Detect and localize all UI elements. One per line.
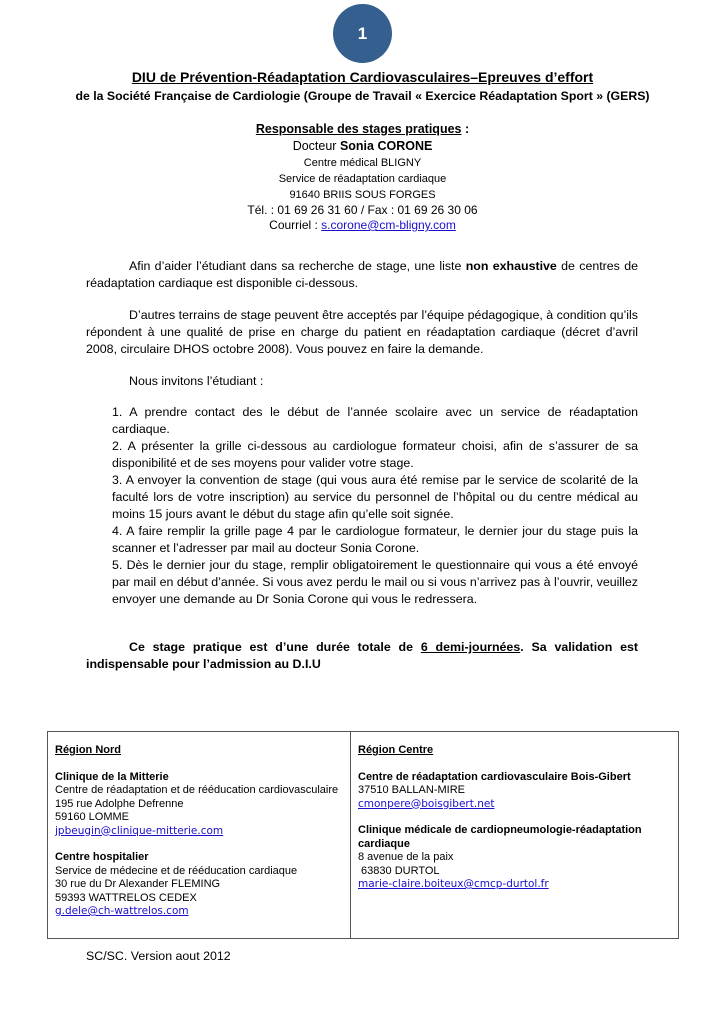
contact-name	[0, 138, 725, 155]
contact-service: Service de réadaptation cardiaque	[278, 173, 447, 185]
name: Sonia CORONE	[339, 139, 433, 153]
contact-center: Centre médical BLIGNY	[303, 157, 422, 169]
center-line: 59393 WATTRELOS CEDEX	[55, 891, 197, 904]
role-suffix: :	[461, 122, 470, 136]
step-item: 5. Dès le dernier jour du stage, remplir obligatoirement le questionnaire qui vous a été envoyé par mail en début d’année. Si vous avez perdu le mail ou si vous n’arrivez pas à l’ouvrir, veuillez envoyer une demande au Dr Sonia Corone qui vous le redressera.	[112, 558, 638, 606]
region-title: Région Centre	[358, 744, 434, 756]
centers-table	[47, 731, 679, 939]
center-line: 30 rue du Dr Alexander FLEMING	[55, 878, 221, 890]
step-item: 4. A faire remplir la grille page 4 par le cardiologue formateur, le dernier jour du stage puis la scanner et l’adresser par mail au docteur Sonia Corone.	[112, 524, 638, 555]
email-label: Courriel :	[269, 218, 322, 232]
document-title: DIU de Prévention-Réadaptation Cardiovasculaires–Epreuves d’effort	[131, 69, 594, 85]
text: Afin d’aider l’étudiant dans sa recherche de stage, une liste	[129, 259, 466, 273]
underlined-text: 6 demi-journées	[420, 640, 521, 654]
center-line: 59160 LOMME	[55, 811, 129, 823]
center-line: 195 rue Adolphe Defrenne	[55, 797, 184, 810]
center-name: Centre hospitalier	[55, 851, 149, 863]
page-number-badge: 1	[333, 4, 392, 63]
paragraph-conclusion	[86, 639, 638, 673]
center-name: Clinique médicale de cardiopneumologie-réadaptation cardiaque	[358, 824, 642, 850]
region-nord-column	[48, 732, 351, 938]
contact-email-line	[0, 218, 725, 233]
contact-city: 91640 BRIIS SOUS FORGES	[289, 189, 436, 201]
step-item: 1. A prendre contact des le début de l’année scolaire avec un service de réadaptation cardiaque.	[112, 405, 638, 436]
center-name: Centre de réadaptation cardiovasculaire Bois-Gibert	[358, 770, 631, 783]
center-line: 37510 BALLAN-MIRE	[358, 784, 465, 796]
center-email-link[interactable]: jpbeugin@clinique-mitterie.com	[55, 824, 224, 837]
center-email-link[interactable]: cmonpere@boisgibert.net	[358, 797, 495, 810]
footer-version: SC/SC. Version aout 2012	[86, 949, 231, 963]
role-label: Responsable des stages pratiques	[255, 122, 462, 136]
step-item: 2. A présenter la grille ci-dessous au cardiologue formateur choisi, afin de s’assurer de sa disponibilité et de ses moyens pour valider votre stage.	[112, 439, 638, 470]
center-email-link[interactable]: g.dele@ch-wattrelos.com	[55, 905, 189, 917]
contact-role	[0, 121, 725, 138]
step-item: 3. A envoyer la convention de stage (qui vous aura été remise par le service de scolarité de la faculté lors de votre inscription) au service du personnel de l’hôpital ou du centre médical au moins 15 jours avant le début du stage afin qu’elle soit signée.	[112, 473, 638, 521]
contact-email-link[interactable]: s.corone@cm-bligny.com	[321, 218, 456, 232]
document-subtitle: de la Société Française de Cardiologie (Groupe de Travail « Exercice Réadaptation Sport » (GERS)	[75, 89, 650, 103]
paragraph-invite: Nous invitons l’étudiant :	[129, 374, 264, 388]
center-email-link[interactable]: marie-claire.boiteux@cmcp-durtol.fr	[358, 878, 549, 890]
text: Ce stage pratique est d’une durée totale de	[129, 640, 421, 654]
name-prefix: Docteur	[292, 139, 340, 153]
text: de centres de réadaptation cardiaque est disponible ci-dessous.	[86, 259, 638, 290]
center-line: 63830 DURTOL	[358, 864, 440, 877]
center-line: 8 avenue de la paix	[358, 851, 454, 863]
center-line: Service de médecine et de rééducation cardiaque	[55, 864, 298, 877]
paragraph-intro	[86, 258, 638, 292]
center-name: Clinique de la Mitterie	[55, 770, 169, 783]
region-centre-column	[351, 732, 678, 938]
region-title: Région Nord	[55, 744, 121, 756]
steps-list	[112, 404, 638, 608]
body-text	[86, 258, 638, 673]
paragraph-other-sites: D’autres terrains de stage peuvent être acceptés par l’équipe pédagogique, à condition qu’ils répondent à une qualité de prise en charge du patient en réadaptation cardiaque (décret d’avril 2008, circulaire DHOS octobre 2008). Vous pouvez en faire la demande.	[86, 308, 638, 356]
contact-phone: Tél. : 01 69 26 31 60 / Fax : 01 69 26 30 06	[247, 203, 478, 217]
text: . Sa validation est indispensable pour l’admission au D.I.U	[86, 640, 639, 671]
bold-text: non exhaustive	[465, 259, 557, 273]
center-line: Centre de réadaptation et de rééducation cardiovasculaire	[55, 784, 339, 796]
